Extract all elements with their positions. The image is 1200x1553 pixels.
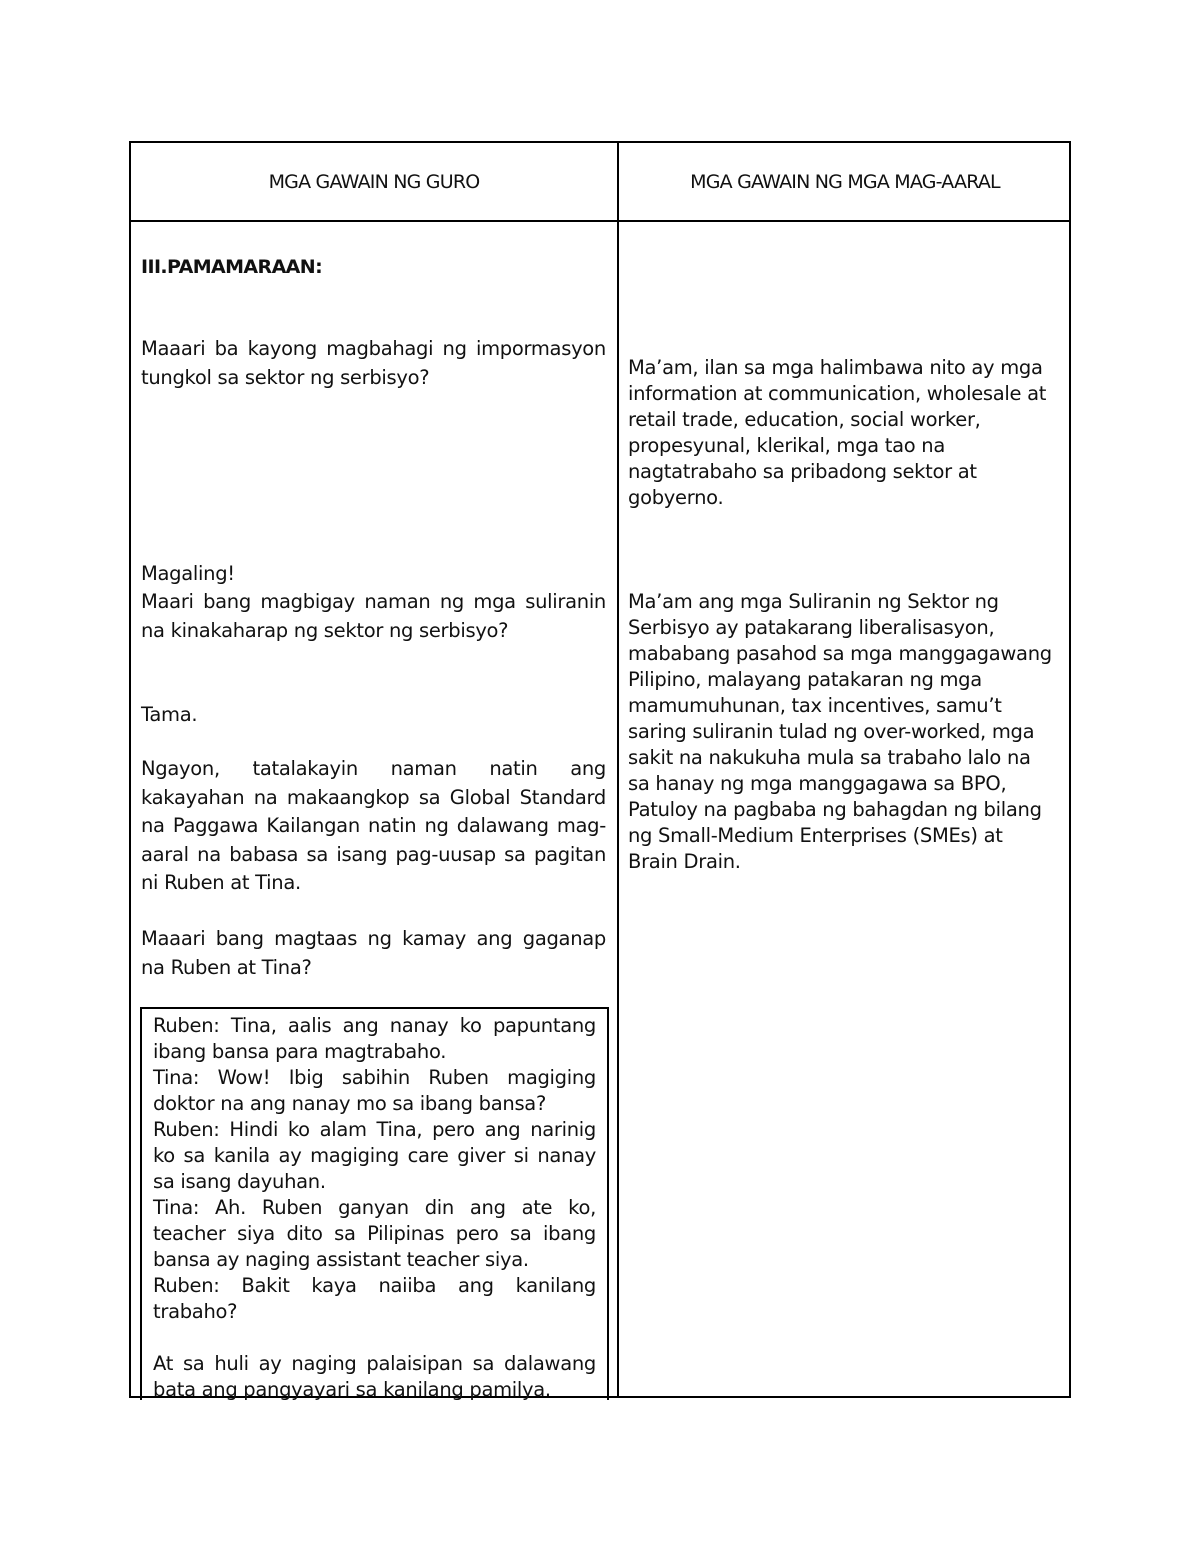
teacher-question-3: Maaari bang magtaas ng kamay ang gaganap na Ruben at Tina? xyxy=(141,927,606,979)
teacher-introduction: Ngayon, tatalakayin naman natin ang kakayahan na makaangkop sa Global Standard na Paggawa Kailangan natin ng dalawang mag-aaral na babasa sa isang pag-uusap sa pagitan ni Ruben at Tina. xyxy=(141,757,606,894)
header-student-activities: MGA GAWAIN NG MGA MAG-AARAL xyxy=(690,170,1000,193)
dialogue-line: Tina: Wow! Ibig sabihin Ruben magiging doktor na ang nanay mo sa ibang bansa? xyxy=(153,1066,596,1115)
teacher-question-2: Maari bang magbigay naman ng mga suliranin na kinakaharap ng sektor ng serbisyo? xyxy=(141,590,606,642)
section-title: III.PAMAMARAAN: xyxy=(141,256,323,278)
dialogue-line: Tina: Ah. Ruben ganyan din ang ate ko, teacher siya dito sa Pilipinas pero sa ibang bansa ay naging assistant teacher siya. xyxy=(153,1196,596,1271)
dialogue-line: At sa huli ay naging palaisipan sa dalawang bata ang pangyayari sa kanilang pamilya. xyxy=(153,1352,596,1400)
dialogue-box xyxy=(140,1007,609,1400)
header-teacher-activities: MGA GAWAIN NG GURO xyxy=(268,170,480,193)
header-divider xyxy=(131,220,1069,222)
dialogue-line: Ruben: Bakit kaya naiiba ang kanilang trabaho? xyxy=(153,1274,596,1323)
lesson-plan-table xyxy=(129,141,1071,1398)
dialogue-spacer xyxy=(153,1325,596,1351)
teacher-question-1: Maaari ba kayong magbahagi ng impormasyon tungkol sa sektor ng serbisyo? xyxy=(141,337,606,389)
dialogue-line: Ruben: Hindi ko alam Tina, pero ang narinig ko sa kanila ay magiging care giver si nanay sa isang dayuhan. xyxy=(153,1118,596,1193)
student-answer-2: Ma’am ang mga Suliranin ng Sektor ng Serbisyo ay patakarang liberalisasyon, mababang pasahod sa mga manggagawang Pilipino, malayang patakaran ng mga mamumuhunan, tax incentives, samu’t saring suliranin tulad ng over-worked, mga sakit na nakukuha mula sa trabaho lalo na sa hanay ng mga manggagawa sa BPO, Patuloy na pagbaba ng bahagdan ng bilang ng Small-Medium Enterprises (SMEs) at Brain Drain. xyxy=(628,590,1052,873)
column-divider xyxy=(617,143,619,1396)
teacher-praise: Magaling! xyxy=(141,562,235,585)
teacher-affirmation: Tama. xyxy=(141,703,198,726)
student-answer-1: Ma’am, ilan sa mga halimbawa nito ay mga information at communication, wholesale at retail trade, education, social worker, propesyunal, klerikal, mga tao na nagtatrabaho sa pribadong sektor at gobyerno. xyxy=(628,356,1047,509)
dialogue-line: Ruben: Tina, aalis ang nanay ko papuntang ibang bansa para magtrabaho. xyxy=(153,1014,596,1063)
